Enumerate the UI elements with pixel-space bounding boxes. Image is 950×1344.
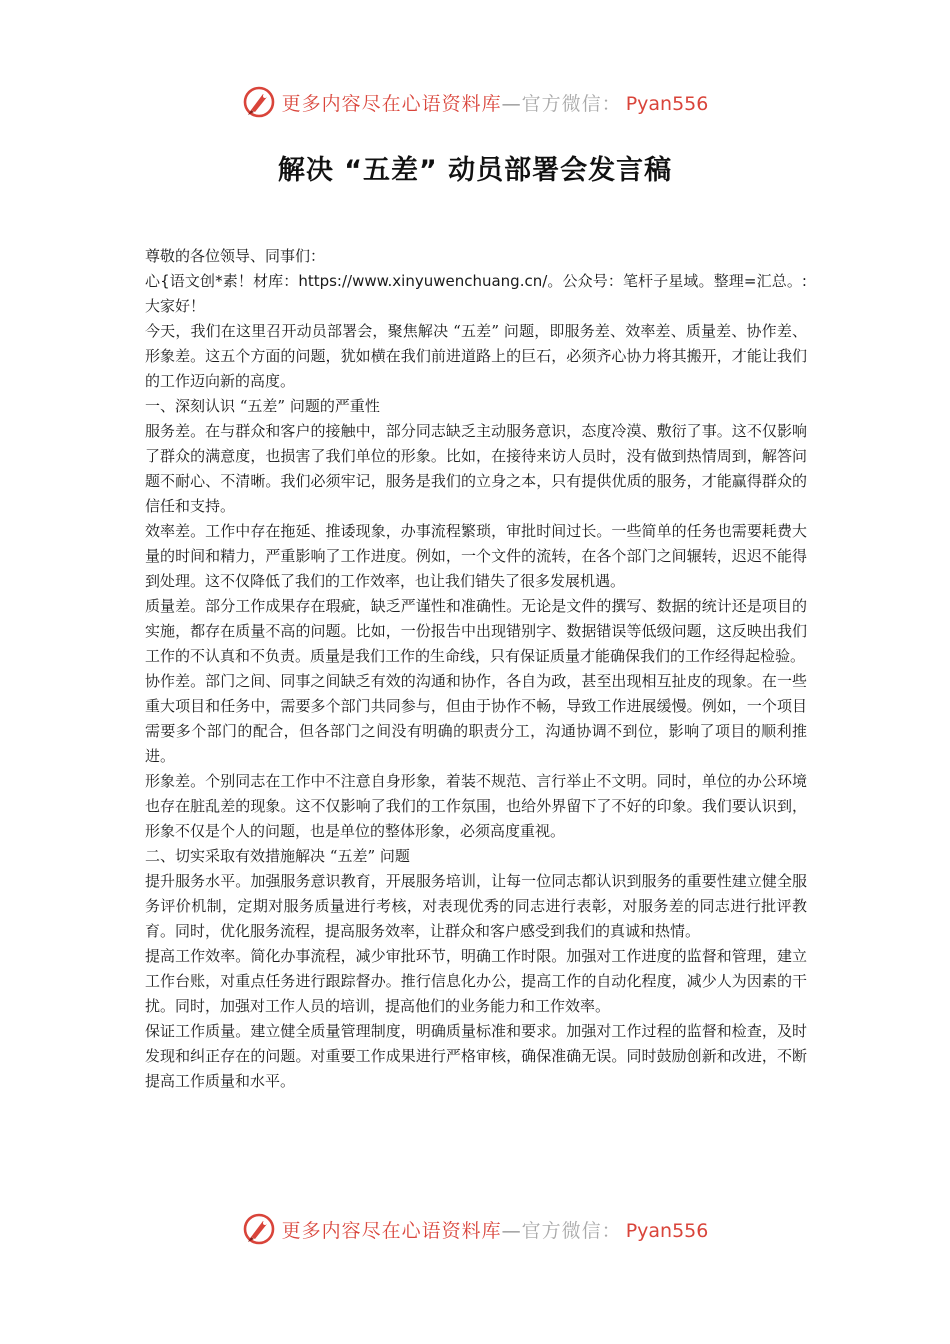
banner-text — [282, 89, 709, 116]
banner-wechat-label: 官方微信： — [521, 92, 622, 115]
intro-paragraph: 今天，我们在这里召开动员部署会，聚焦解决 “五差” 问题，即服务差、效率差、质量差、协作差、形象差。这五个方面的问题，犹如横在我们前进道路上的巨石，必须齐心协力将其搬开，才能让我们的工作迈向新的高度。 — [145, 322, 807, 390]
section-heading-1: 一、深刻认识 “五差” 问题的严重性 — [145, 397, 380, 415]
paragraph-service: 服务差。在与群众和客户的接触中，部分同志缺乏主动服务意识，态度冷漠、敷衍了事。这不仅影响了群众的满意度，也损害了我们单位的形象。比如，在接待来访人员时，没有做到热情周到，解答问题不耐心、不清晰。我们必须牢记，服务是我们的立身之本，只有提供优质的服务，才能赢得群众的信任和支持。 — [145, 422, 807, 515]
banner-wechat-id: Pyan556 — [625, 1219, 709, 1242]
paragraph-image: 形象差。个别同志在工作中不注意自身形象，着装不规范、言行举止不文明。同时，单位的办公环境也存在脏乱差的现象。这不仅影响了我们的工作氛围，也给外界留下了不好的印象。我们要认识到，形象不仅是个人的问题，也是单位的整体形象，必须高度重视。 — [145, 772, 807, 840]
document-body — [145, 244, 807, 1094]
document-title: 解决 “五差” 动员部署会发言稿 — [277, 155, 673, 186]
paragraph-efficiency: 效率差。工作中存在拖延、推诿现象，办事流程繁琐，审批时间过长。一些简单的任务也需要耗费大量的时间和精力，严重影响了工作进度。例如，一个文件的流转，在各个部门之间辗转，迟迟不能得到处理。这不仅降低了我们的工作效率，也让我们错失了很多发展机遇。 — [145, 522, 807, 590]
footer-watermark-banner — [0, 1209, 950, 1249]
paragraph-collaboration: 协作差。部门之间、同事之间缺乏有效的沟通和协作，各自为政，甚至出现相互扯皮的现象。在一些重大项目和任务中，需要多个部门共同参与，但由于协作不畅，导致工作进展缓慢。例如，一个项目需要多个部门的配合，但各部门之间没有明确的职责分工，沟通协调不到位，影响了项目的顺利推进。 — [145, 672, 807, 765]
banner-dash: — — [501, 92, 522, 115]
banner-wechat-label: 官方微信： — [521, 1219, 622, 1242]
section-heading-2: 二、切实采取有效措施解决 “五差” 问题 — [145, 847, 410, 865]
banner-main-text: 更多内容尽在心语资料库 — [281, 92, 502, 115]
header-watermark-banner — [0, 82, 950, 122]
source-note: 心{语文创*素！材库：https://www.xinyuwenchuang.cn/。公众号：笔杆子星域。整理=汇总。:大家好！ — [145, 272, 807, 315]
banner-text — [282, 1216, 709, 1243]
paragraph-improve-quality: 保证工作质量。建立健全质量管理制度，明确质量标准和要求。加强对工作过程的监督和检查，及时发现和纠正存在的问题。对重要工作成果进行严格审核，确保准确无误。同时鼓励创新和改进，不断提高工作质量和水平。 — [145, 1022, 807, 1090]
banner-wechat-id: Pyan556 — [625, 92, 709, 115]
paragraph-improve-efficiency: 提高工作效率。简化办事流程，减少审批环节，明确工作时限。加强对工作进度的监督和管理，建立工作台账，对重点任务进行跟踪督办。推行信息化办公，提高工作的自动化程度，减少人为因素的干扰。同时，加强对工作人员的培训，提高他们的业务能力和工作效率。 — [145, 947, 807, 1015]
salutation: 尊敬的各位领导、同事们： — [145, 247, 326, 265]
pen-nib-icon — [242, 1212, 276, 1246]
pen-nib-icon — [242, 85, 276, 119]
banner-dash: — — [501, 1219, 522, 1242]
paragraph-improve-service: 提升服务水平。加强服务意识教育，开展服务培训，让每一位同志都认识到服务的重要性建立健全服务评价机制，定期对服务质量进行考核，对表现优秀的同志进行表彰，对服务差的同志进行批评教育。同时，优化服务流程，提高服务效率，让群众和客户感受到我们的真诚和热情。 — [145, 872, 807, 940]
banner-main-text: 更多内容尽在心语资料库 — [281, 1219, 502, 1242]
paragraph-quality: 质量差。部分工作成果存在瑕疵，缺乏严谨性和准确性。无论是文件的撰写、数据的统计还是项目的实施，都存在质量不高的问题。比如，一份报告中出现错别字、数据错误等低级问题，这反映出我们工作的不认真和不负责。质量是我们工作的生命线，只有保证质量才能确保我们的工作经得起检验。 — [145, 597, 807, 665]
